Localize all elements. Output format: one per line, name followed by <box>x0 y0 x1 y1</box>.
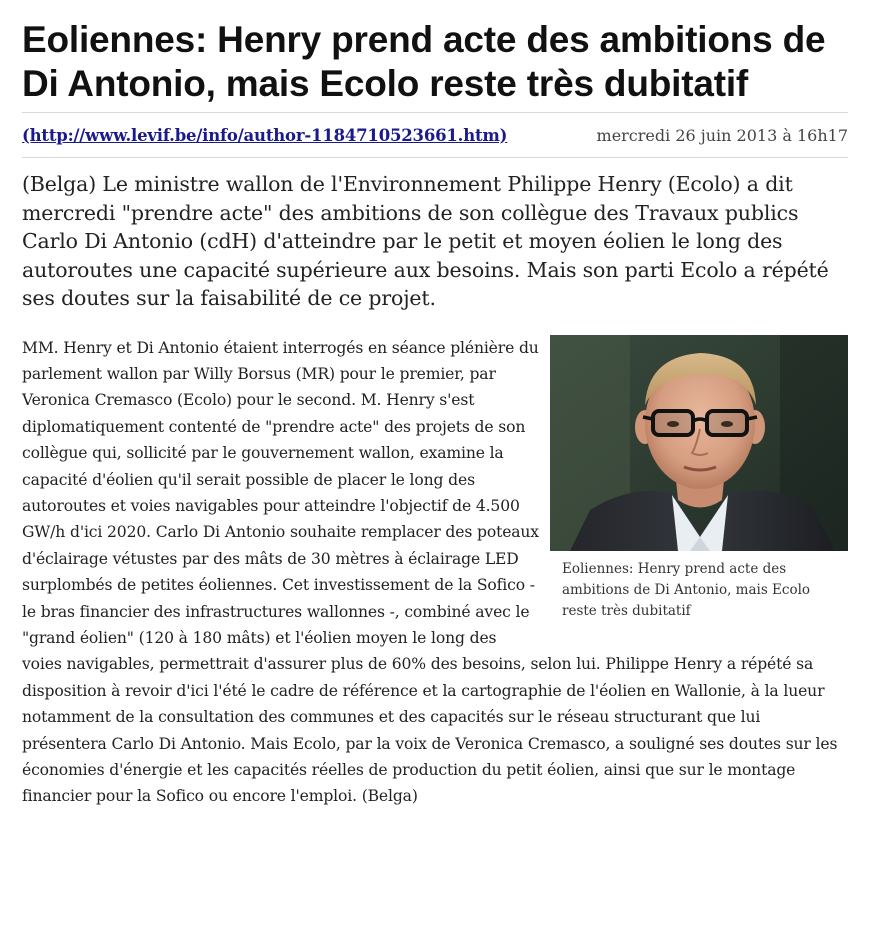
article-body-wrapper <box>22 335 848 810</box>
source-link[interactable]: (http://www.levif.be/info/author-1184710523661.htm) <box>22 125 508 145</box>
article-body: MM. Henry et Di Antonio étaient interrogés en séance plénière du parlement wallon par Willy Borsus (MR) pour le premier, par Veronica Cremasco (Ecolo) pour le second. M. Henry s'est diplomatiquement contenté de "prendre acte" des projets de son collègue qui, sollicité par le gouvernement wallon, examine la capacité d'éolien qu'il serait possible de placer le long des autoroutes et voies navigables pour atteindre l'objectif de 4.500 GW/h d'ici 2020. Carlo Di Antonio souhaite remplacer des poteaux d'éclairage vétustes par des mâts de 30 mètres à éclairage LED surplombés de petites éoliennes. Cet investissement de la Sofico - le bras financier des infrastructures wallonnes -, combiné avec le "grand éolien" (120 à 180 mâts) et l'éolien moyen le long des voies navigables, permettrait d'assurer plus de 60% des besoins, selon lui. Philippe Henry a répété sa disposition à revoir d'ici l'été le cadre de référence et la cartographie de l'éolien en Wallonie, à la lueur notamment de la consultation des communes et des capacités sur le réseau structurant que lui présentera Carlo Di Antonio. Mais Ecolo, par la voix de Veronica Cremasco, a souligné ses doutes sur les économies d'énergie et les capacités réelles de production du petit éolien, ainsi que sur le montage financier pour la Sofico ou encore l'emploi. (Belga) <box>22 338 838 806</box>
image-caption: Eoliennes: Henry prend acte des ambitions de Di Antonio, mais Ecolo reste très dubitatif <box>562 560 811 619</box>
article-title: Eoliennes: Henry prend acte des ambitions de Di Antonio, mais Ecolo reste très dubitatif <box>22 19 826 104</box>
article-figure <box>550 335 848 622</box>
publication-date: mercredi 26 juin 2013 à 16h17 <box>596 125 848 145</box>
article-container <box>22 18 848 810</box>
article-lead: (Belga) Le ministre wallon de l'Environnement Philippe Henry (Ecolo) a dit mercredi "prendre acte" des ambitions de son collègue des Travaux publics Carlo Di Antonio (cdH) d'atteindre par le petit et moyen éolien le long des autoroutes une capacité supérieure aux besoins. Mais son parti Ecolo a répété ses doutes sur la faisabilité de ce projet. <box>22 172 829 310</box>
portrait-photo <box>550 335 848 551</box>
article-meta-bar <box>22 112 848 158</box>
